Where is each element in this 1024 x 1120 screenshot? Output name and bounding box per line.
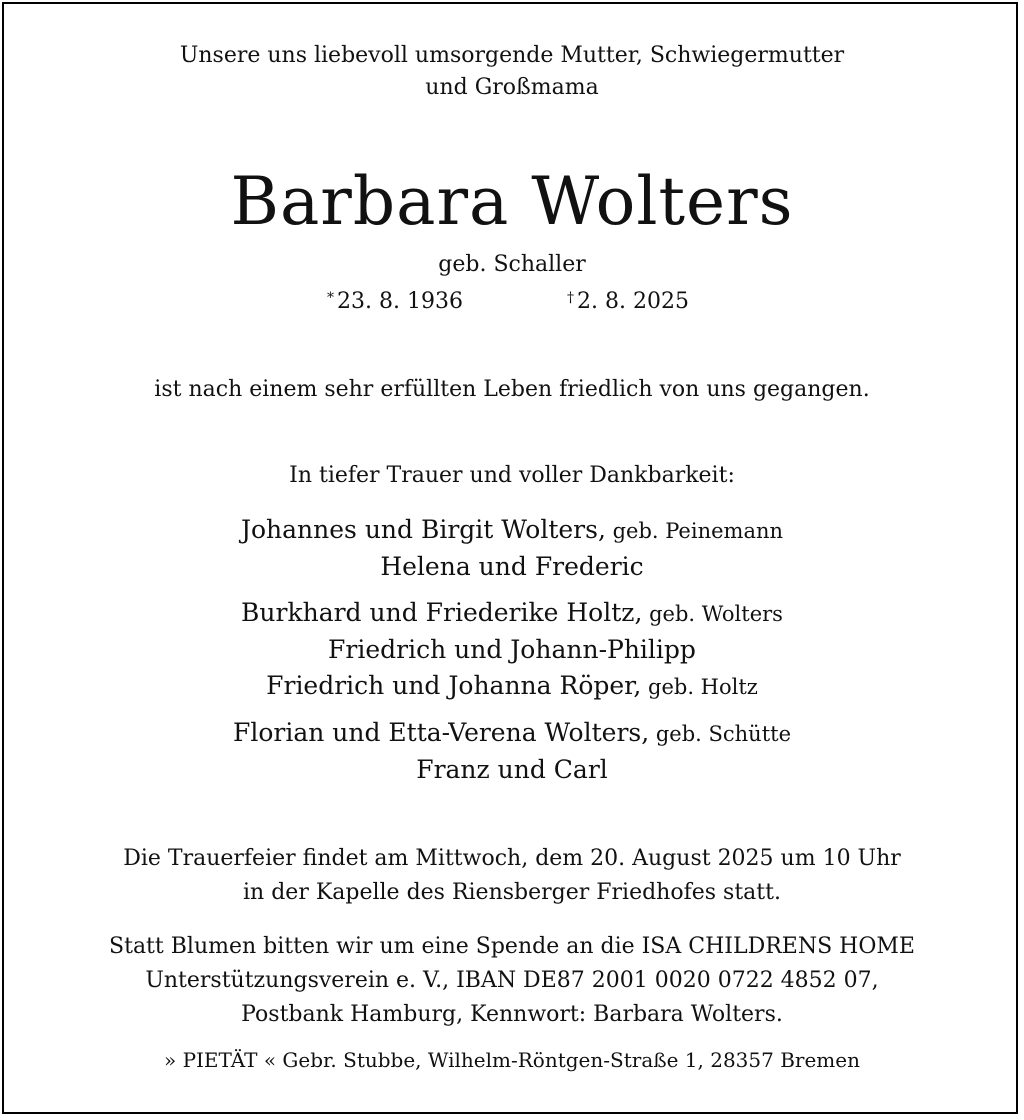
donation-line-3: Postbank Hamburg, Kennwort: Barbara Wolters. xyxy=(241,1002,783,1027)
life-dates xyxy=(0,283,1024,317)
family-line xyxy=(0,668,1024,705)
birth-date-group xyxy=(327,283,567,317)
family-group-2 xyxy=(0,595,1024,705)
family-line xyxy=(0,752,1024,788)
death-date: 2. 8. 2025 xyxy=(577,289,689,314)
family-line xyxy=(0,715,1024,752)
funeral-line-1: Die Trauerfeier findet am Mittwoch, dem 20. August 2025 um 10 Uhr xyxy=(123,846,901,871)
family-maiden-note: geb. Wolters xyxy=(642,602,783,626)
passing-text: ist nach einem sehr erfüllten Leben friedlich von uns gegangen. xyxy=(154,377,870,402)
family-names: Burkhard und Friederike Holtz, xyxy=(241,598,643,627)
family-group-3 xyxy=(0,715,1024,788)
family-names: Florian und Etta-Verena Wolters, xyxy=(232,718,650,747)
family-maiden-note: geb. Holtz xyxy=(641,675,758,699)
family-names: Friedrich und Johanna Röper, xyxy=(266,671,642,700)
deceased-name: Barbara Wolters xyxy=(230,163,794,240)
family-line xyxy=(0,595,1024,632)
funeral-info xyxy=(0,842,1024,910)
birth-symbol: * xyxy=(327,290,334,306)
family-line xyxy=(0,512,1024,549)
family-names: Friedrich und Johann-Philipp xyxy=(328,635,696,664)
family-line xyxy=(0,549,1024,585)
donation-line-1: Statt Blumen bitten wir um eine Spende an die ISA CHILDRENS HOME xyxy=(109,934,915,959)
family-names: Franz und Carl xyxy=(416,755,608,784)
donation-line-2: Unterstützungsverein e. V., IBAN DE87 2001 0020 0722 4852 07, xyxy=(145,968,879,993)
intro-text xyxy=(0,40,1024,104)
maiden-name: geb. Schaller xyxy=(438,252,586,277)
funeral-line-2: in der Kapelle des Riensberger Friedhofes statt. xyxy=(243,880,781,905)
family-maiden-note: geb. Schütte xyxy=(649,722,792,746)
family-names: Johannes und Birgit Wolters, xyxy=(240,515,606,544)
family-line xyxy=(0,632,1024,668)
family-group-1 xyxy=(0,512,1024,585)
intro-line-1: Unsere uns liebevoll umsorgende Mutter, Schwiegermutter xyxy=(179,43,845,68)
family-maiden-note: geb. Peinemann xyxy=(605,519,784,543)
grief-text: In tiefer Trauer und voller Dankbarkeit: xyxy=(289,463,735,488)
death-date-group xyxy=(567,283,767,317)
funeral-home-footer: » PIETÄT « Gebr. Stubbe, Wilhelm-Röntgen-Straße 1, 28357 Bremen xyxy=(163,1048,860,1072)
family-names: Helena und Frederic xyxy=(380,552,644,581)
birth-date: 23. 8. 1936 xyxy=(337,289,463,314)
intro-line-2: und Großmama xyxy=(425,75,599,100)
donation-info xyxy=(0,930,1024,1032)
death-symbol: † xyxy=(567,290,574,306)
